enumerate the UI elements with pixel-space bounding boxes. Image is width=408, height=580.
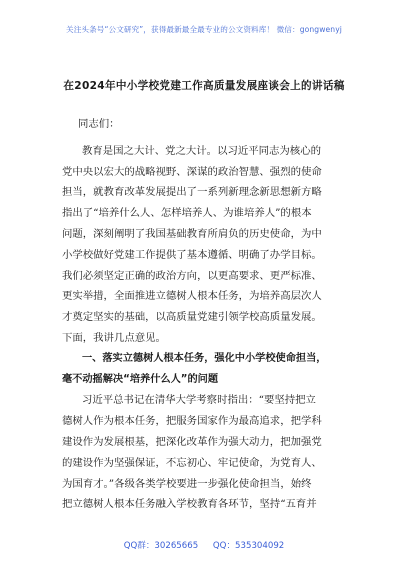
paragraph-line: 德树人作为根本任务，把服务国家作为最高追求，把学科 xyxy=(62,415,322,428)
paragraph-line: 教育是国之大计、党之大计。以习近平同志为核心的 xyxy=(82,144,321,157)
paragraph-2 xyxy=(62,390,352,515)
paragraph-line: 建设作为发展根基，把深化改革作为强大动力，把加强党 xyxy=(62,435,322,448)
paragraph-line: 下面，我讲几点意见。 xyxy=(62,331,166,344)
paragraph-line: 指出了“培养什么人、怎样培养人、为谁培养人”的根本 xyxy=(62,207,312,220)
paragraph-line: 党中央以宏大的战略视野、深谋的政治智慧、强烈的使命 xyxy=(62,165,322,178)
paragraph-line: 才奠定坚实的基础，以高质量党建引领学校高质量发展。 xyxy=(62,311,322,324)
document-body xyxy=(62,114,352,515)
heading-line: 毫不动摇解决“培养什么人”的问题 xyxy=(62,373,219,385)
section-1-heading xyxy=(62,349,352,391)
header-promo-note: 关注头条号“公文研究”，获得最新最全最专业的公文资料库！ 微信：gongwenyj xyxy=(66,25,342,34)
document-title: 在2024年中小学校党建工作高质量发展座谈会上的讲话稿 xyxy=(63,80,345,92)
paragraph-line: 把立德树人根本任务融入学校教育各环节，坚持“五育并 xyxy=(62,498,317,511)
footer-contact xyxy=(0,539,408,551)
footer-qq: QQ：535304092 xyxy=(212,541,285,551)
paragraph-line: 更实举措，全面推进立德树人根本任务，为培养高层次人 xyxy=(62,290,322,303)
paragraph-line: 担当，就教育改革发展提出了一系列新理念新思想新方略 xyxy=(62,186,322,199)
paragraph-line: 我们必须坚定正确的政治方向，以更高要求、更严标准、 xyxy=(62,269,322,282)
paragraph-line: 小学校做好党建工作提供了基本遵循、明确了办学目标。 xyxy=(62,248,322,261)
greeting: 同志们： xyxy=(78,118,120,130)
paragraph-1 xyxy=(62,141,352,349)
paragraph-line: 的建设作为坚强保证，不忘初心、牢记使命，为党育人、 xyxy=(62,456,322,469)
paragraph-line: 习近平总书记在清华大学考察时指出：“要坚持把立 xyxy=(82,394,316,407)
paragraph-line: 为国育才。”各级各类学校要进一步强化使命担当，始终 xyxy=(62,477,312,490)
heading-line: 一、落实立德树人根本任务，强化中小学校使命担当， xyxy=(82,352,327,364)
paragraph-line: 问题，深刻阐明了我国基础教育所肩负的历史使命，为中 xyxy=(62,227,322,240)
footer-qq-group: QQ群：30265665 xyxy=(123,541,199,551)
